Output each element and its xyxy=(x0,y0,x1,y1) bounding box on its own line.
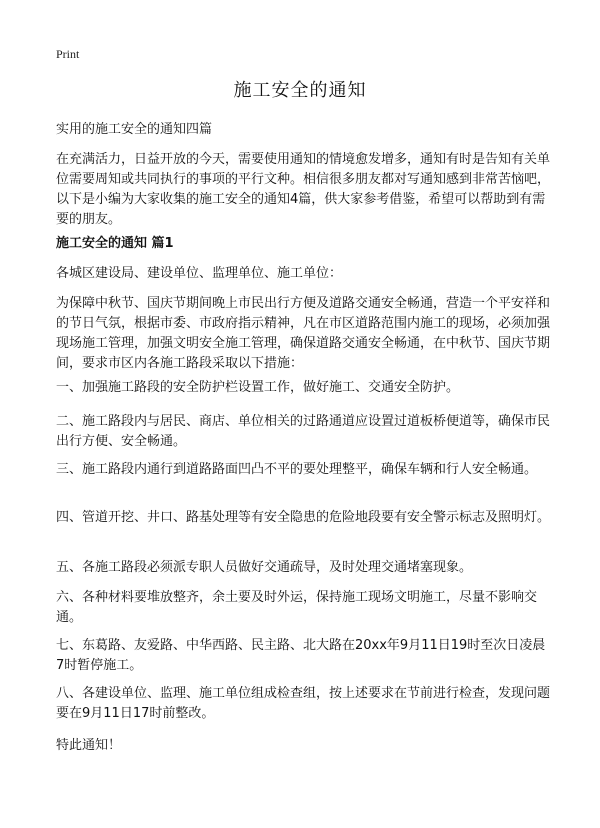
intro-paragraph: 在充满活力，日益开放的今天，需要使用通知的情境愈发增多，通知有时是告知有关单位需要周知或共同执行的事项的平行文种。相信很多朋友都对写通知感到非常苦恼吧，以下是小编为大家收集的施工安全的通知4篇，供大家参考借鉴，希望可以帮助到有需要的朋友。 xyxy=(56,152,551,227)
measure-item-1: 一、加强施工路段的安全防护栏设置工作，做好施工、交通安全防护。 xyxy=(56,380,460,395)
closing-line: 特此通知！ xyxy=(56,738,122,753)
measure-item-4: 四、管道开挖、井口、路基处理等有安全隐患的危险地段要有安全警示标志及照明灯。 xyxy=(56,510,551,525)
addressee-paragraph: 各城区建设局、建设单位、监理单位、施工单位： xyxy=(56,266,343,281)
measure-item-6: 六、各种材料要堆放整齐，余土要及时外运，保持施工现场文明施工，尽量不影响交通。 xyxy=(56,590,538,625)
measure-item-7: 七、东葛路、友爱路、中华西路、民主路、北大路在20xx年9月11日19时至次日凌晨7时暂停施工。 xyxy=(56,638,546,673)
print-link[interactable]: Print xyxy=(56,47,80,61)
section-heading: 施工安全的通知 篇1 xyxy=(56,236,174,251)
measure-item-2: 二、施工路段内与居民、商店、单位相关的过路通道应设置过道板桥便道等，确保市民出行方便、安全畅通。 xyxy=(56,414,551,449)
measure-item-5: 五、各施工路段必须派专职人员做好交通疏导，及时处理交通堵塞现象。 xyxy=(56,560,473,575)
body-intro-paragraph: 为保障中秋节、国庆节期间晚上市民出行方便及道路交通安全畅通，营造一个平安祥和的节日气氛，根据市委、市政府指示精神，凡在市区道路范围内施工的现场，必须加强现场施工管理，加强文明安全施工管理，确保道路交通安全畅通，在中秋节、国庆节期间，要求市区内各施工路段采取以下措施： xyxy=(56,296,551,371)
measure-item-8: 八、各建设单位、监理、施工单位组成检查组，按上述要求在节前进行检查，发现问题要在9月11日17时前整改。 xyxy=(56,686,551,721)
page-title: 施工安全的通知 xyxy=(233,80,367,101)
measure-item-3: 三、施工路段内通行到道路路面凹凸不平的要处理整平，确保车辆和行人安全畅通。 xyxy=(56,462,538,477)
document-subtitle: 实用的施工安全的通知四篇 xyxy=(56,122,213,137)
